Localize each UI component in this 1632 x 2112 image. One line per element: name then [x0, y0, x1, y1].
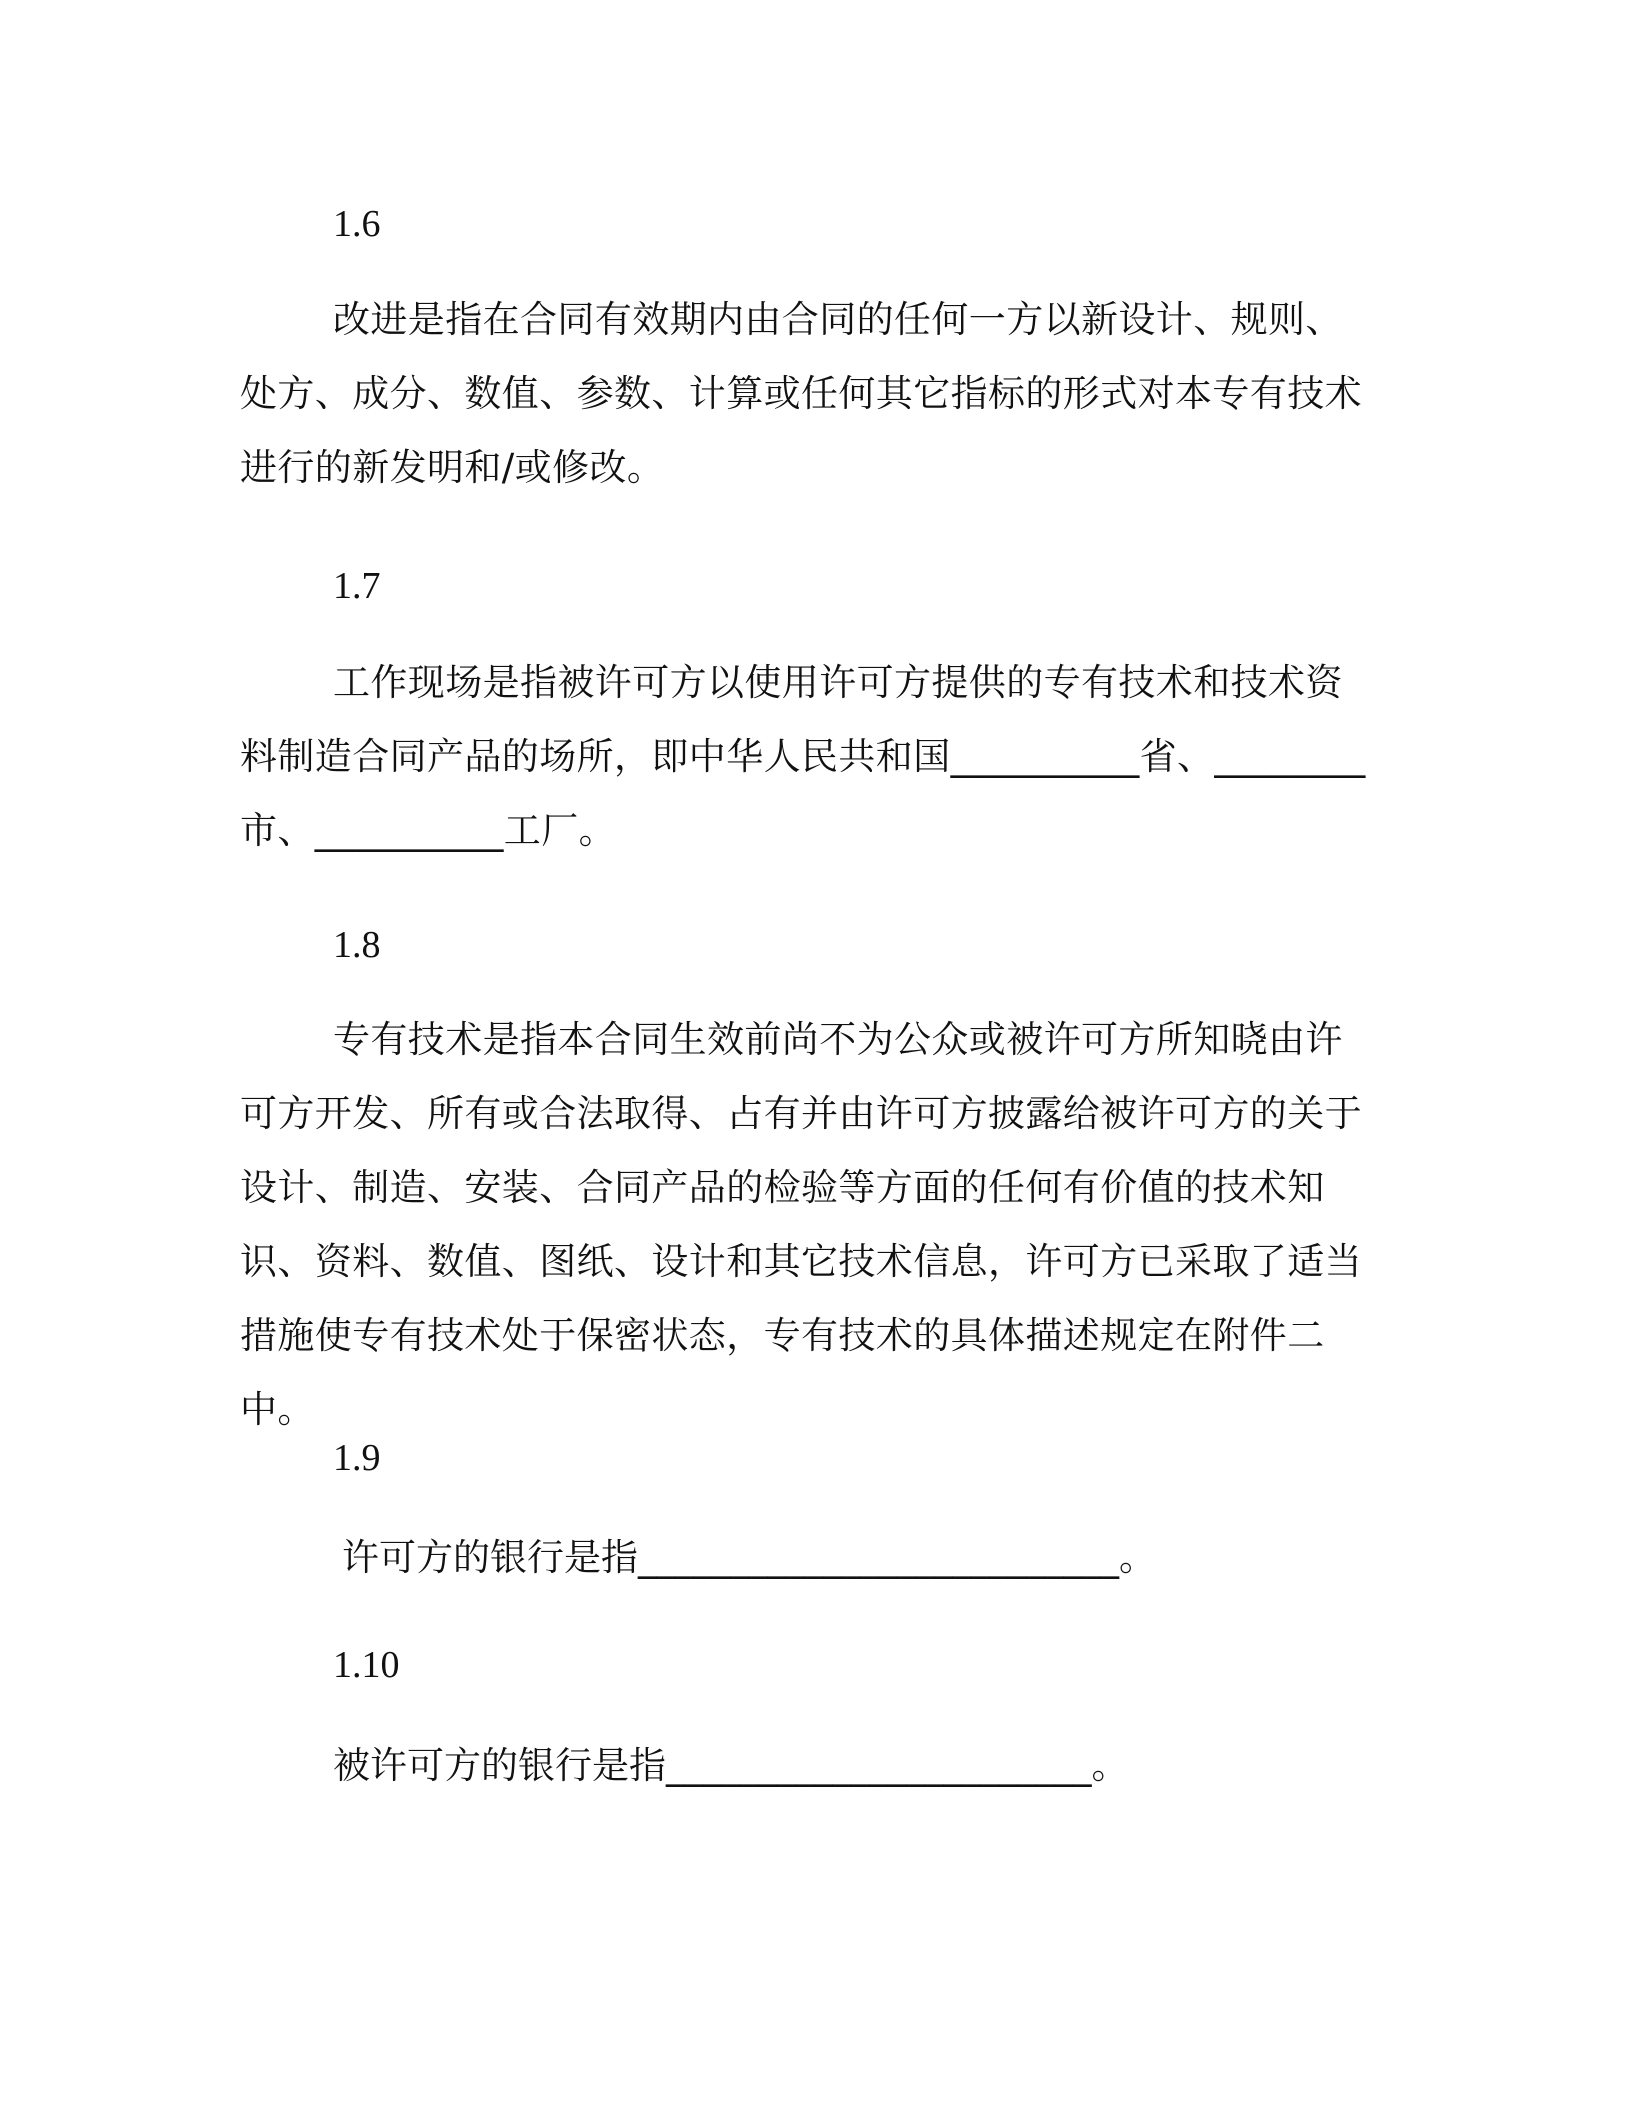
section-number-1-8: 1.8: [333, 924, 381, 966]
section-text-1-7: 工作现场是指被许可方以使用许可方提供的专有技术和技术资料制造合同产品的场所，即中华人民共和国__________省、________市、__________工厂。: [240, 661, 1366, 852]
section-number-1-10: 1.10: [333, 1644, 400, 1686]
section-text-1-10: 被许可方的银行是指_______________________。: [333, 1744, 1129, 1787]
section-text-1-8: 专有技术是指本合同生效前尚不为公众或被许可方所知晓由许可方开发、所有或合法取得、占有并由许可方披露给被许可方的关于设计、制造、安装、合同产品的检验等方面的任何有价值的技术知识、资料、数值、图纸、设计和其它技术信息，许可方已采取了适当措施使专有技术处于保密状态，专有技术的具体描述规定在附件二中。: [240, 1018, 1362, 1431]
section-number-1-9: 1.9: [333, 1437, 381, 1479]
section-number-1-6: 1.6: [333, 203, 381, 245]
section-text-1-6: 改进是指在合同有效期内由合同的任何一方以新设计、规则、处方、成分、数值、参数、计算或任何其它指标的形式对本专有技术进行的新发明和/或修改。: [240, 298, 1362, 489]
section-number-1-7: 1.7: [333, 565, 381, 607]
section-text-1-9: 许可方的银行是指__________________________。: [342, 1536, 1156, 1579]
